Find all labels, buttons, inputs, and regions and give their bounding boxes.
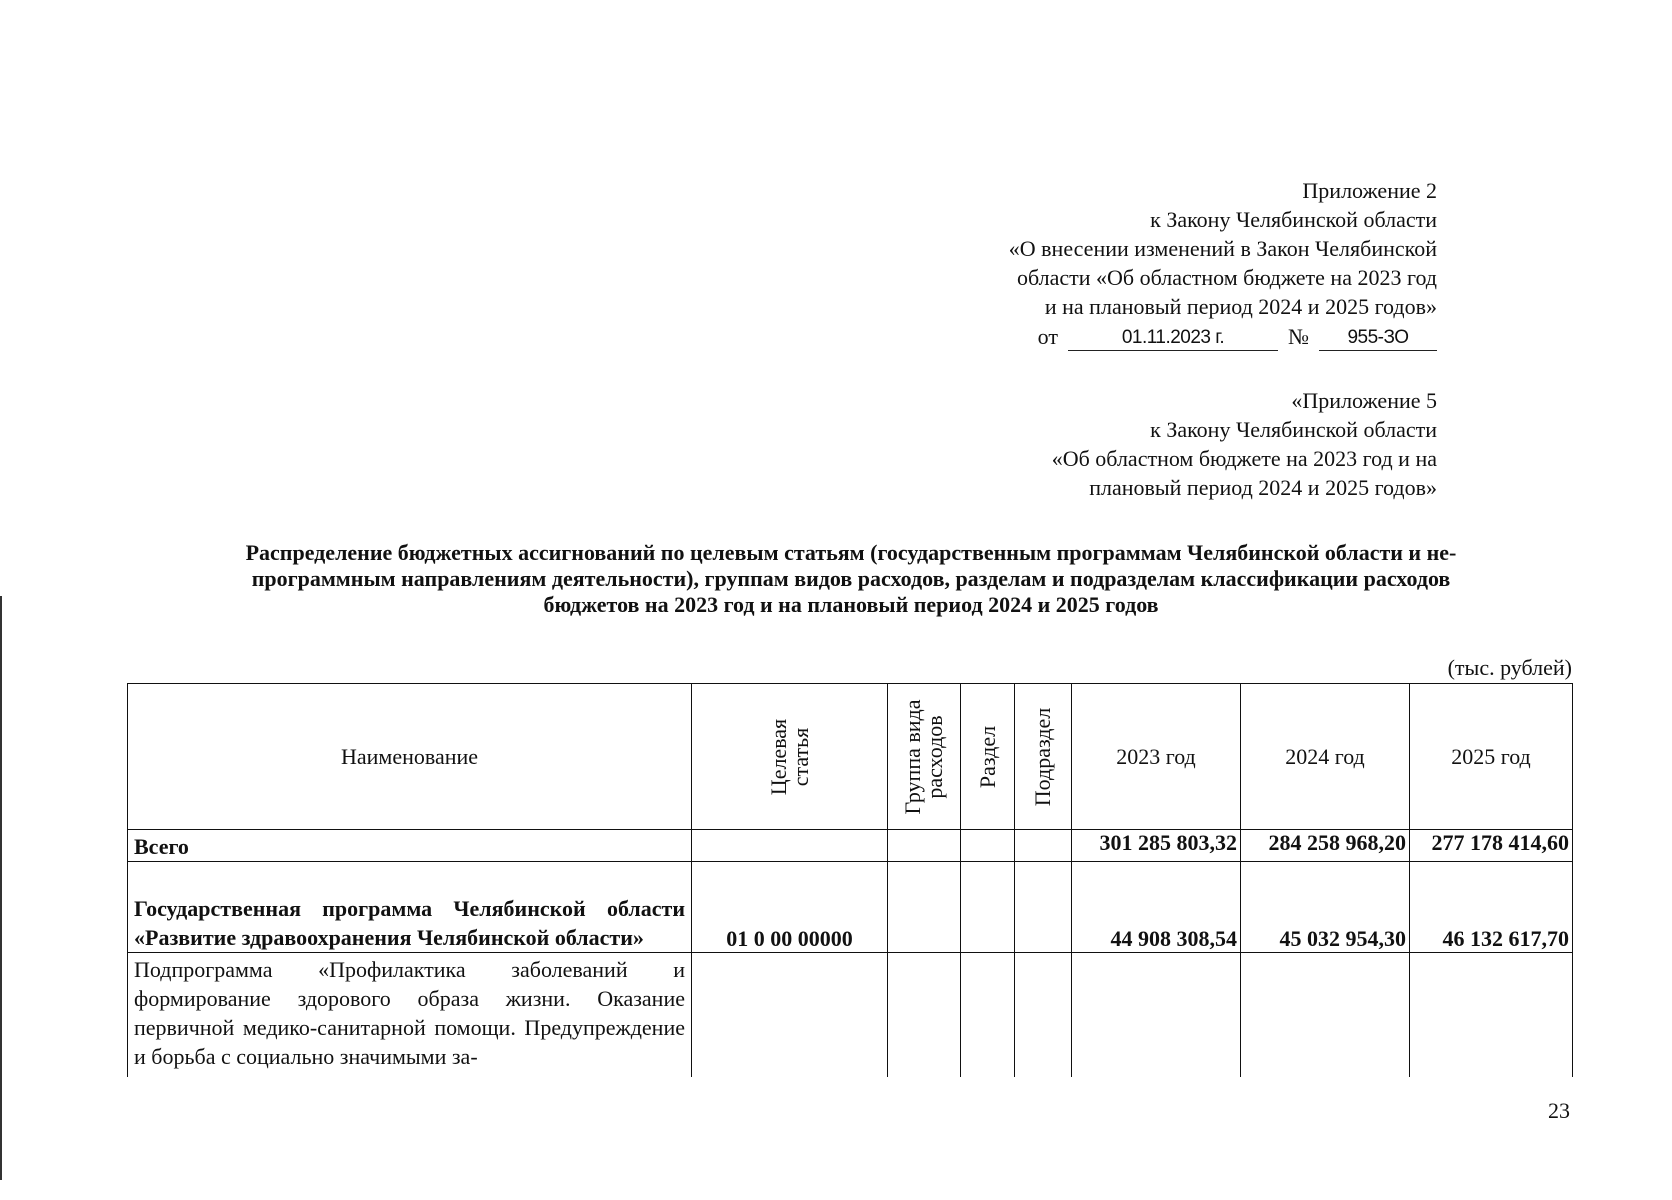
law-title-line-1: «О внесении изменений в Закон Челябинской: [1008, 236, 1437, 261]
document-title-line-1: Распределение бюджетных ассигнований по целевым статьям (государственным программам Челябинской области и не-: [245, 540, 1457, 565]
law-reference: к Закону Челябинской области: [1150, 207, 1437, 232]
table-row: [128, 830, 1573, 862]
document-title: [126, 540, 1576, 618]
header-2023: 2023 год: [1072, 684, 1241, 830]
number-prefix: №: [1288, 324, 1309, 349]
row-section: [961, 953, 1015, 1078]
row-group: [888, 830, 961, 862]
law-date-number-line: [717, 322, 1437, 351]
annex-line-3: «Об областном бюджете на 2023 год и на: [1051, 446, 1437, 471]
row-2025: 46 132 617,70: [1410, 862, 1573, 953]
row-subsection: [1015, 953, 1072, 1078]
row-subsection: [1015, 830, 1072, 862]
annex-line-4: плановый период 2024 и 2025 годов»: [1089, 475, 1437, 500]
header-expense-group-text: Группа вида расходов: [900, 699, 947, 814]
page-number: 23: [1548, 1098, 1570, 1123]
header-name: Наименование: [128, 684, 692, 830]
annex-line-1: «Приложение 5: [1291, 388, 1437, 413]
document-title-line-3: бюджетов на 2023 год и на плановый период 2024 и 2025 годов: [543, 592, 1159, 617]
row-code: [692, 830, 888, 862]
header-target-article: [692, 684, 888, 830]
units-label: (тыс. рублей): [1447, 655, 1572, 680]
row-group: [888, 953, 961, 1078]
row-section: [961, 830, 1015, 862]
annex-title: Приложение 2: [1302, 178, 1437, 203]
table-header-row: [128, 684, 1573, 830]
law-title-line-3: и на плановый период 2024 и 2025 годов»: [1044, 294, 1437, 319]
table-row: [128, 862, 1573, 953]
law-title-line-2: области «Об областном бюджете на 2023 год: [1017, 265, 1437, 290]
row-2025: 277 178 414,60: [1410, 830, 1573, 862]
law-date-field: 01.11.2023 г.: [1068, 328, 1278, 351]
law-number-field: 955-ЗО: [1319, 328, 1437, 351]
row-name: Подпрограмма «Профилактика заболеваний и формирование здорового образа жизни. Оказание первичной медико-санитарной помощи. Предупреждение и борьба с социально значимыми за-: [128, 953, 692, 1078]
row-2023: [1072, 953, 1241, 1078]
row-2024: 45 032 954,30: [1241, 862, 1410, 953]
row-code: 01 0 00 00000: [692, 862, 888, 953]
scan-edge-line: [0, 596, 2, 1180]
row-name: Государственная программа Челябинской области «Развитие здравоохранения Челябинской области»: [128, 862, 692, 953]
row-name: Всего: [128, 830, 692, 862]
header-2025: 2025 год: [1410, 684, 1573, 830]
header-subsection: Подраздел: [1015, 684, 1072, 830]
row-section: [961, 862, 1015, 953]
row-code: [692, 953, 888, 1078]
header-section: Раздел: [961, 684, 1015, 830]
row-2024: [1241, 953, 1410, 1078]
header-block: [717, 176, 1437, 351]
header-2024: 2024 год: [1241, 684, 1410, 830]
date-prefix: от: [1037, 324, 1058, 349]
row-2025: [1410, 953, 1573, 1078]
row-2024: 284 258 968,20: [1241, 830, 1410, 862]
table-row: [128, 953, 1573, 1078]
row-2023: 44 908 308,54: [1072, 862, 1241, 953]
document-title-line-2: программным направлениям деятельности), группам видов расходов, разделам и подразделам классификации расходов: [251, 566, 1451, 591]
header-expense-group: [888, 684, 961, 830]
row-2023: 301 285 803,32: [1072, 830, 1241, 862]
row-subsection: [1015, 862, 1072, 953]
row-group: [888, 862, 961, 953]
annex-block: [717, 386, 1437, 502]
header-target-article-text: Целевая статья: [765, 718, 813, 795]
annex-line-2: к Закону Челябинской области: [1150, 417, 1437, 442]
budget-table: [127, 683, 1573, 1077]
